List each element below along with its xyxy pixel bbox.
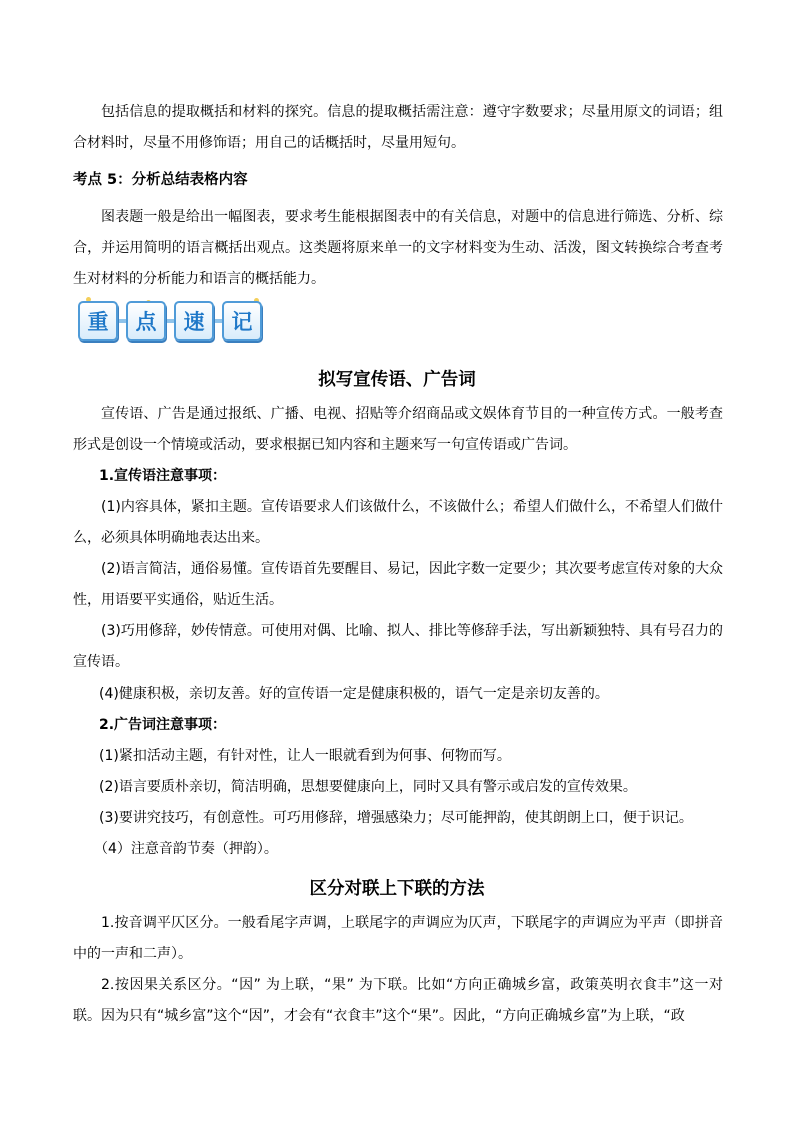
kaodian-5-heading: 考点 5：分析总结表格内容 [73, 172, 248, 188]
slogan-note-4: (4)健康积极，亲切友善。好的宣传语一定是健康积极的，语气一定是亲切友善的。 [99, 686, 609, 702]
banner-tile-4: 记 [222, 301, 262, 341]
ad-note-1: (1)紧扣活动主题，有针对性，让人一眼就看到为何事、何物而写。 [99, 748, 511, 764]
couplet-method-2: 2.按因果关系区分。“因” 为上联，“果” 为下联。比如“方向正确城乡富，政策英明衣食丰”这一对联。因为只有“城乡富”这个“因”，才会有“衣食丰”这个“果”。因此，“方向正确城乡富”为上联，“政 [73, 977, 723, 1024]
ad-note-4: （4）注意音韵节奏（押韵）。 [94, 841, 278, 857]
intro-paragraph: 包括信息的提取概括和材料的探究。信息的提取概括需注意：遵守字数要求；尽量用原文的词语；组合材料时，尽量不用修饰语；用自己的话概括时，尽量用短句。 [73, 104, 723, 151]
kaodian-5-body: 图表题一般是给出一幅图表，要求考生能根据图表中的有关信息，对题中的信息进行筛选、分析、综合，并运用简明的语言概括出观点。这类题将原来单一的文字材料变为生动、活泼，图文转换综合考查考生对材料的分析能力和语言的概括能力。 [73, 209, 723, 287]
ad-note-2: (2)语言要质朴亲切，简洁明确，思想要健康向上，同时又具有警示或启发的宣传效果。 [99, 779, 637, 795]
ad-notes-heading: 2.广告词注意事项： [99, 717, 227, 733]
banner-tile-3: 速 [174, 301, 214, 341]
key-points-banner [74, 297, 266, 343]
ad-note-3: (3)要讲究技巧，有创意性。可巧用修辞，增强感染力；尽可能押韵，使其朗朗上口，便于识记。 [99, 810, 693, 826]
section-title-couplet: 区分对联上下联的方法 [309, 879, 485, 899]
slogan-intro: 宣传语、广告是通过报纸、广播、电视、招贴等介绍商品或文娱体育节目的一种宣传方式。一般考查形式是创设一个情境或活动，要求根据已知内容和主题来写一句宣传语或广告词。 [73, 406, 723, 453]
slogan-notes-heading: 1.宣传语注意事项： [99, 468, 227, 484]
section-title-slogan: 拟写宣传语、广告词 [318, 370, 476, 390]
slogan-note-2: (2)语言简洁，通俗易懂。宣传语首先要醒目、易记，因此字数一定要少；其次要考虑宣传对象的大众性，用语要平实通俗，贴近生活。 [73, 561, 723, 608]
slogan-note-3: (3)巧用修辞，妙传情意。可使用对偶、比喻、拟人、排比等修辞手法，写出新颖独特、具有号召力的宣传语。 [73, 623, 723, 670]
banner-tile-2: 点 [126, 301, 166, 341]
couplet-method-1: 1.按音调平仄区分。一般看尾字声调，上联尾字的声调应为仄声，下联尾字的声调应为平声（即拼音中的一声和二声）。 [73, 915, 723, 962]
banner-tile-1: 重 [78, 301, 118, 341]
slogan-note-1: (1)内容具体，紧扣主题。宣传语要求人们该做什么，不该做什么；希望人们做什么，不希望人们做什么，必须具体明确地表达出来。 [73, 499, 723, 546]
